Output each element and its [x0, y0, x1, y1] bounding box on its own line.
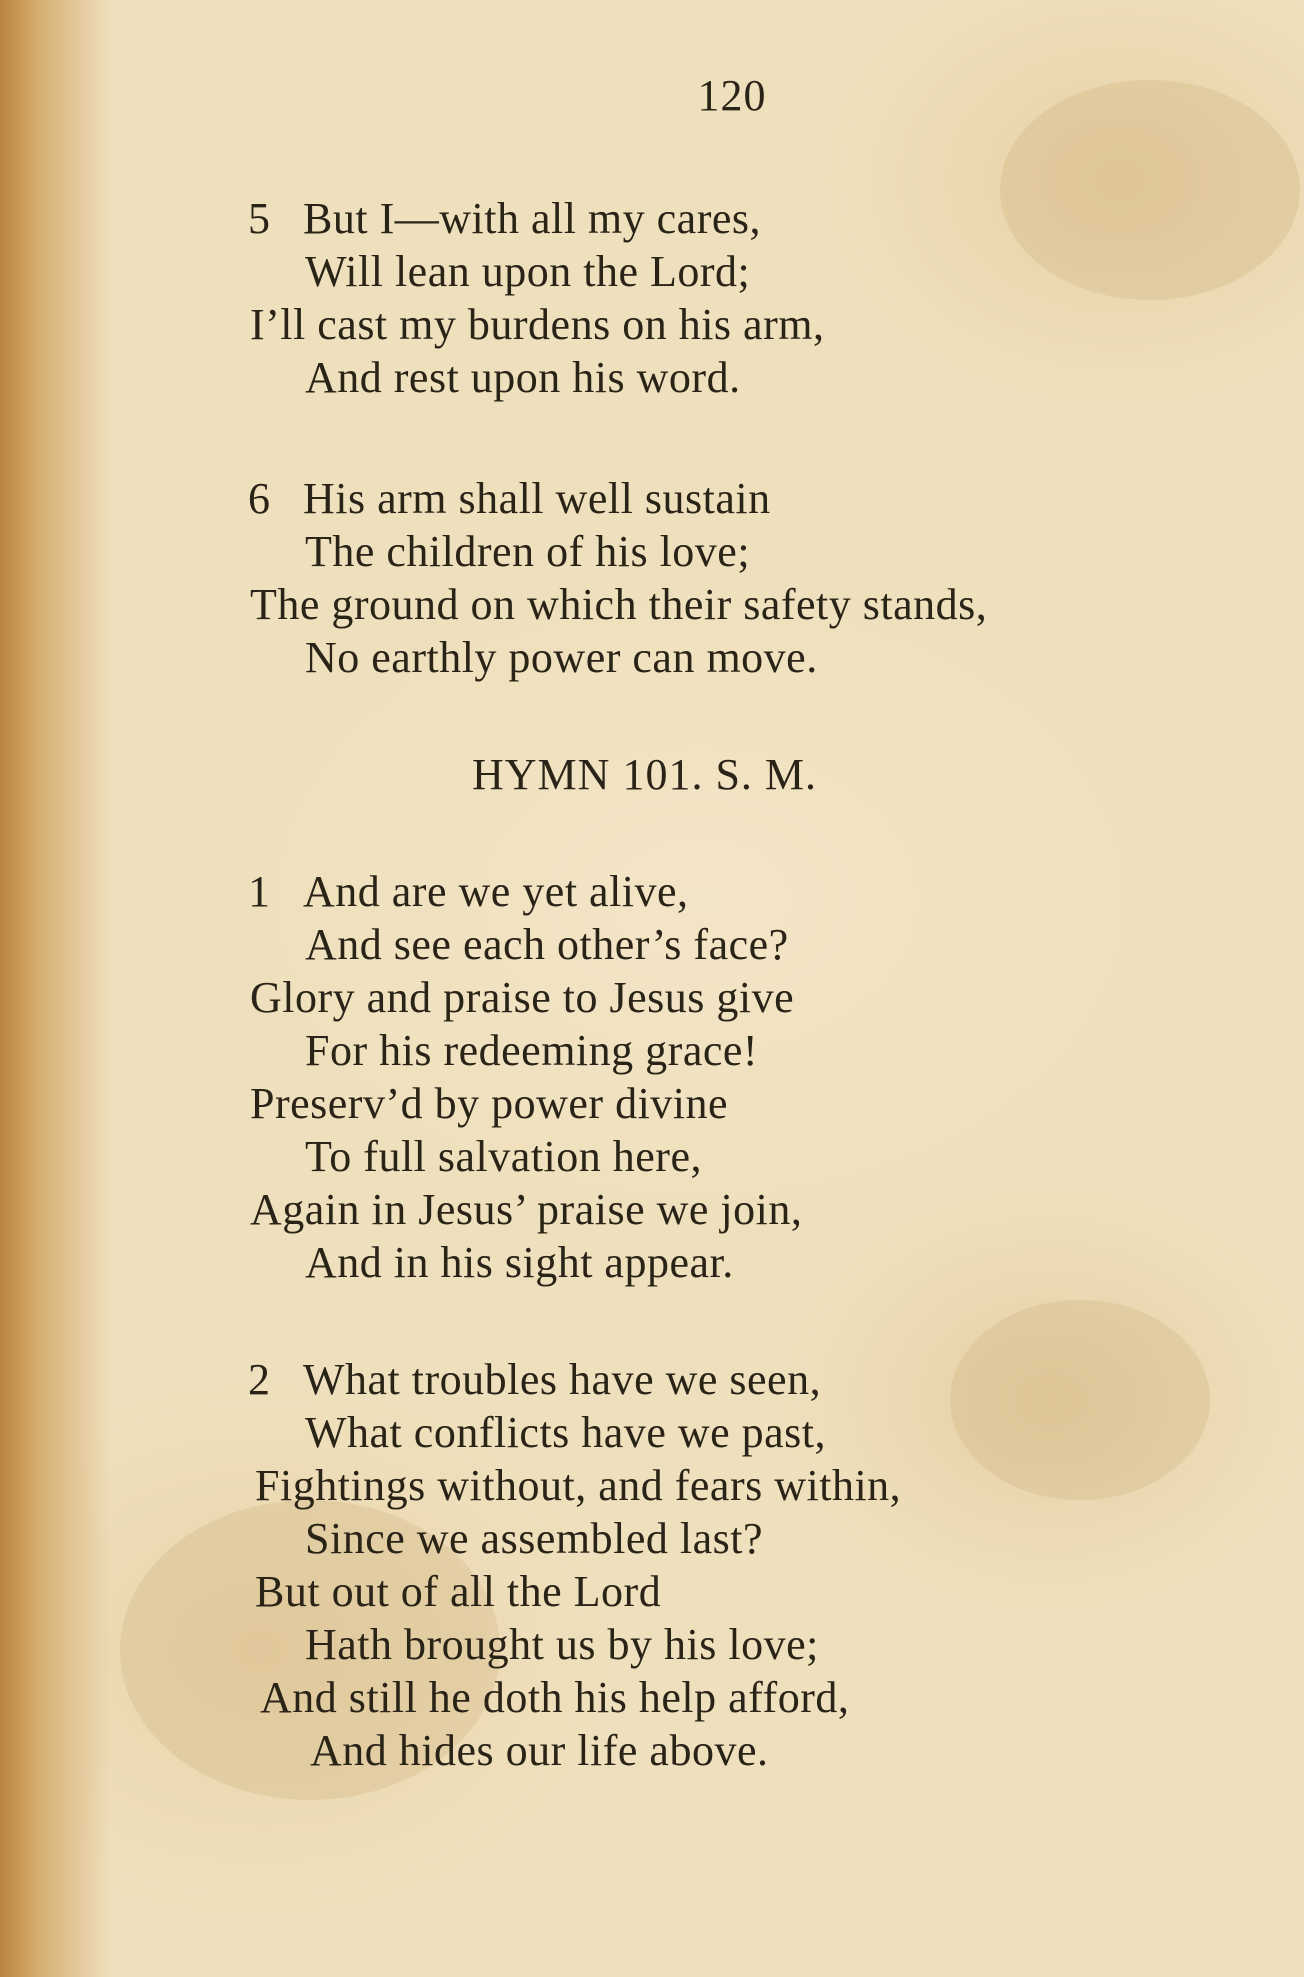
page-number: 120	[697, 71, 767, 120]
verse-line: And rest upon his word.	[305, 353, 741, 402]
verse-line: No earthly power can move.	[305, 633, 818, 682]
stanza-6-line-1	[248, 472, 771, 526]
verse-line: Glory and praise to Jesus give	[250, 973, 795, 1022]
stanza-number: 5	[248, 194, 271, 243]
verse-line: And still he doth his help afford,	[260, 1673, 850, 1722]
verse-line: The ground on which their safety stands,	[250, 580, 988, 629]
verse-line: The children of his love;	[305, 527, 751, 576]
verse-line: And in his sight appear.	[305, 1238, 734, 1287]
verse-line: Will lean upon the Lord;	[305, 247, 751, 296]
verse-line: And are we yet alive,	[303, 867, 689, 916]
stanza-number: 6	[248, 474, 271, 523]
verse-line: Preserv’d by power divine	[250, 1079, 729, 1128]
verse-line: For his redeeming grace!	[305, 1026, 759, 1075]
verse-line: I’ll cast my burdens on his arm,	[250, 300, 825, 349]
verse-line: To full salvation here,	[305, 1132, 702, 1181]
verse-line: Hath brought us by his love;	[305, 1620, 819, 1669]
verse-line: And see each other’s face?	[305, 920, 789, 969]
stanza-number: 2	[248, 1355, 271, 1404]
verse-line: Since we assembled last?	[305, 1514, 763, 1563]
verse-line: His arm shall well sustain	[303, 474, 771, 523]
verse-line: But out of all the Lord	[255, 1567, 662, 1616]
verse-line: But I—with all my cares,	[303, 194, 762, 243]
page-stain	[950, 1300, 1210, 1500]
page-gutter	[0, 0, 110, 1977]
verse-line: What troubles have we seen,	[303, 1355, 822, 1404]
stanza-5-line-1	[248, 192, 761, 246]
hymn-stanza-1-line-1	[248, 865, 689, 919]
verse-line: What conflicts have we past,	[305, 1408, 827, 1457]
verse-line: And hides our life above.	[310, 1726, 769, 1775]
verse-line: Fightings without, and fears within,	[255, 1461, 902, 1510]
verse-line: Again in Jesus’ praise we join,	[250, 1185, 803, 1234]
hymn-title: HYMN 101. S. M.	[472, 750, 818, 799]
hymn-stanza-2-line-1	[248, 1353, 821, 1407]
stanza-number: 1	[248, 867, 271, 916]
